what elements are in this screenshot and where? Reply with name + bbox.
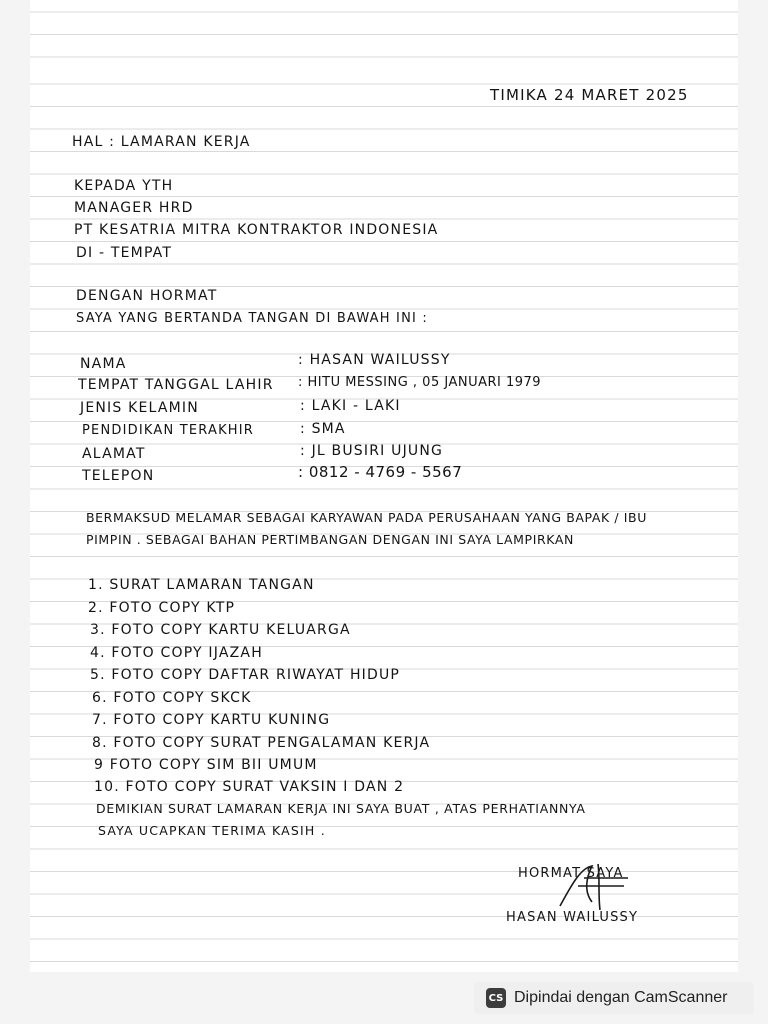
letter-page — [30, 0, 738, 972]
closing-line-2: SAYA UCAPKAN TERIMA KASIH . — [98, 823, 326, 838]
field-value-alamat: : JL BUSIRI UJUNG — [300, 443, 444, 459]
signer-name: HASAN WAILUSSY — [506, 910, 639, 925]
attachment-item-3: 3. FOTO COPY KARTU KELUARGA — [90, 622, 351, 638]
field-label-telepon: TELEPON — [82, 468, 155, 484]
recipient-line-2: MANAGER HRD — [74, 200, 194, 216]
attachment-item-4: 4. FOTO COPY IJAZAH — [90, 645, 263, 661]
recipient-line-3: PT KESATRIA MITRA KONTRAKTOR INDONESIA — [74, 222, 439, 238]
attachment-item-5: 5. FOTO COPY DAFTAR RIWAYAT HIDUP — [90, 667, 401, 683]
field-value-jenis-kelamin: : LAKI - LAKI — [300, 398, 401, 414]
intro-line: SAYA YANG BERTANDA TANGAN DI BAWAH INI : — [76, 311, 428, 326]
attachment-item-6: 6. FOTO COPY SKCK — [92, 690, 252, 706]
subject-line: HAL : LAMARAN KERJA — [72, 134, 251, 150]
camscanner-label: Dipindai dengan CamScanner — [514, 989, 728, 1006]
field-label-jenis-kelamin: JENIS KELAMIN — [80, 400, 199, 416]
attachment-item-8: 8. FOTO COPY SURAT PENGALAMAN KERJA — [92, 735, 431, 751]
place-date: TIMIKA 24 MARET 2025 — [490, 86, 689, 104]
field-label-pendidikan: PENDIDIKAN TERAKHIR — [82, 423, 255, 438]
attachment-item-2: 2. FOTO COPY KTP — [88, 600, 236, 616]
attachment-item-1: 1. SURAT LAMARAN TANGAN — [88, 577, 315, 593]
field-value-nama: : HASAN WAILUSSY — [298, 352, 451, 368]
signature-scribble — [540, 858, 650, 918]
recipient-line-4: DI - TEMPAT — [76, 245, 173, 261]
field-label-nama: NAMA — [80, 356, 127, 372]
attachment-item-7: 7. FOTO COPY KARTU KUNING — [92, 712, 331, 728]
purpose-line-1: BERMAKSUD MELAMAR SEBAGAI KARYAWAN PADA PERUSAHAAN YANG BAPAK / IBU — [86, 510, 647, 525]
signoff: HORMAT SAYA — [518, 866, 624, 881]
field-label-alamat: ALAMAT — [82, 446, 146, 462]
closing-line-1: DEMIKIAN SURAT LAMARAN KERJA INI SAYA BUAT , ATAS PERHATIANNYA — [96, 801, 586, 816]
recipient-line-1: KEPADA YTH — [74, 178, 174, 194]
field-value-telepon: : 0812 - 4769 - 5567 — [298, 463, 463, 481]
camscanner-watermark — [474, 982, 754, 1014]
field-label-ttl: TEMPAT TANGGAL LAHIR — [78, 377, 274, 393]
purpose-line-2: PIMPIN . SEBAGAI BAHAN PERTIMBANGAN DENGAN INI SAYA LAMPIRKAN — [86, 532, 574, 547]
attachment-item-9: 9 FOTO COPY SIM BII UMUM — [94, 757, 318, 773]
field-value-pendidikan: : SMA — [300, 421, 346, 437]
field-value-ttl: : HITU MESSING , 05 JANUARI 1979 — [298, 375, 542, 390]
greeting: DENGAN HORMAT — [76, 288, 218, 304]
camscanner-logo-icon: CS — [486, 988, 506, 1008]
attachment-item-10: 10. FOTO COPY SURAT VAKSIN I DAN 2 — [94, 779, 405, 795]
